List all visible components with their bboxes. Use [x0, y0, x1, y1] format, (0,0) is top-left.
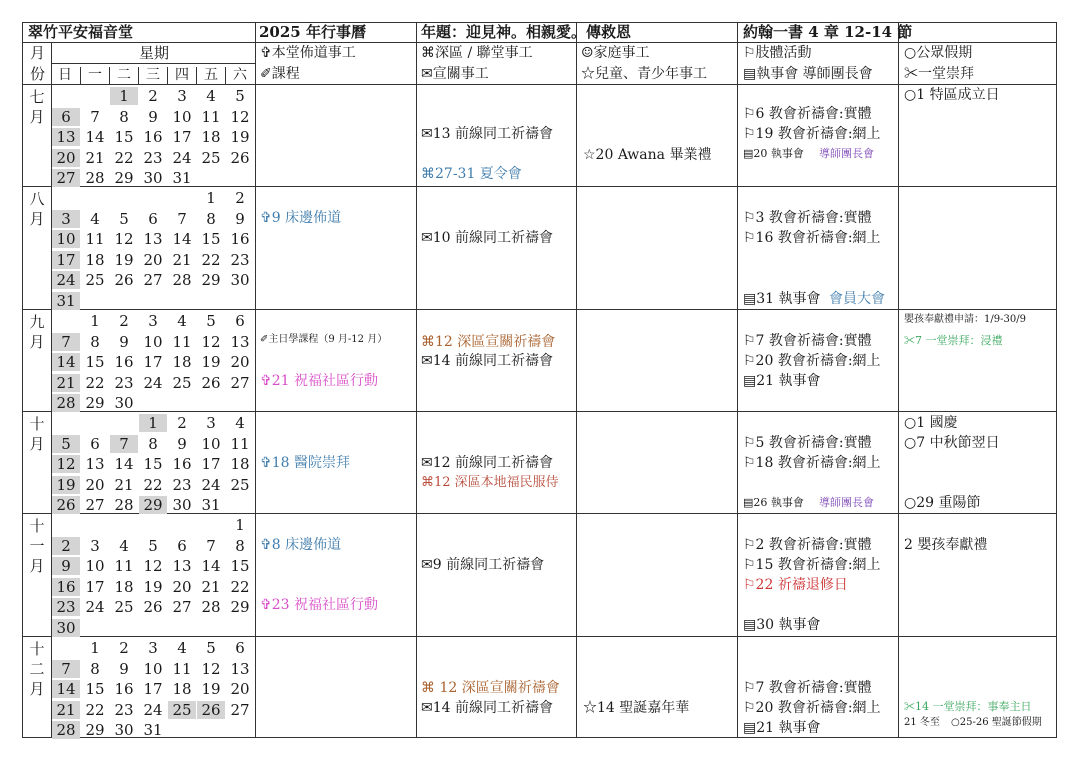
calendar-day: 30	[52, 619, 80, 637]
calendar-day: 7	[52, 333, 80, 351]
calendar-day: 22	[114, 148, 134, 167]
calendar-day: 28	[114, 496, 134, 514]
calendar-day: 2	[235, 189, 245, 207]
calendar-day: 6	[90, 434, 100, 453]
calendar-day: 26	[52, 496, 80, 514]
calendar-day: 19	[114, 250, 134, 269]
calendar-day: 5	[52, 435, 80, 453]
calendar-day: 20	[143, 250, 163, 269]
month-name: 月	[29, 108, 45, 126]
calendar-day: 19	[52, 476, 80, 494]
calendar-day: 17	[172, 128, 192, 146]
calendar-title: 2025 年行事曆	[259, 23, 366, 41]
month-name: 二	[29, 660, 45, 678]
weekday-sun: 日	[58, 67, 72, 83]
calendar-day: 20	[172, 577, 192, 596]
calendar-day: 6	[235, 312, 245, 330]
calendar-day: 11	[172, 659, 192, 678]
calendar-day: 16	[114, 680, 134, 698]
calendar-day: 22	[85, 700, 105, 719]
calendar-day: 26	[230, 148, 250, 167]
event-frontline-prayer: ✉10 前線同工祈禱會	[421, 230, 553, 246]
event-community-blessing: ✞23 祝福社區行動	[260, 597, 378, 613]
event-deacon-meeting: ▤21 執事會	[743, 373, 821, 389]
weekday-mon: 一	[80, 67, 109, 85]
calendar-day: 11	[114, 557, 134, 575]
calendar-day: 23	[114, 700, 134, 719]
month-row-dec	[23, 637, 1056, 738]
calendar-day: 11	[172, 332, 192, 351]
calendar-day: 21	[201, 577, 221, 596]
calendar-day: 31	[143, 721, 163, 739]
header-row	[23, 23, 1056, 43]
calendar-day: 8	[90, 659, 100, 678]
calendar-day: 8	[235, 536, 245, 555]
calendar-day: 1	[206, 189, 216, 207]
month-name: 月	[29, 210, 45, 228]
month-name: 月	[29, 435, 45, 453]
event-dedication-application: 嬰孩奉獻禮申請：1/9-30/9	[904, 314, 1026, 325]
calendar-day: 15	[85, 353, 105, 371]
calendar-day: 20	[85, 475, 105, 494]
event-prayer-online: ⚐20 教會祈禱會:網上	[743, 700, 881, 716]
calendar-day: 30	[230, 271, 250, 289]
event-mentor-meeting: 導師團長會	[819, 496, 874, 509]
calendar-day: 14	[114, 455, 134, 473]
month-row-oct	[23, 412, 1056, 514]
col2-header-a: ⌘深區 / 聯堂事工	[421, 45, 533, 61]
weekday-header	[51, 63, 255, 85]
calendar-day: 20	[230, 353, 250, 371]
calendar-day: 7	[52, 660, 80, 678]
calendar-day: 18	[114, 577, 134, 596]
calendar-day: 24	[143, 700, 163, 719]
calendar-day: 26	[197, 701, 225, 719]
month-name: 一	[29, 537, 45, 555]
month-name: 七	[29, 88, 45, 106]
calendar-day: 30	[172, 496, 192, 514]
calendar-day: 23	[230, 250, 250, 269]
event-frontline-prayer: ✉13 前線同工祈禱會	[421, 126, 553, 142]
calendar-day: 1	[90, 639, 100, 657]
calendar-day: 16	[52, 578, 80, 596]
event-deacon-meeting: ▤30 執事會	[743, 617, 821, 633]
calendar-day: 1	[90, 312, 100, 330]
event-service-sunday: ✂14 一堂崇拜：事奉主日	[904, 700, 1032, 713]
calendar-day: 14	[172, 230, 192, 248]
calendar-day: 25	[230, 475, 250, 494]
event-frontline-prayer: ✉9 前線同工祈禱會	[421, 557, 545, 573]
calendar-day: 5	[206, 312, 216, 330]
calendar-day: 9	[119, 332, 129, 351]
calendar-day: 22	[230, 577, 250, 596]
calendar-day: 2	[52, 537, 80, 555]
calendar-day: 15	[143, 455, 163, 473]
calendar-day: 21	[172, 250, 192, 269]
calendar-day: 9	[177, 434, 187, 453]
calendar-day: 30	[143, 169, 163, 187]
calendar-day: 7	[90, 107, 100, 126]
year-theme: 年題：迎見神。相親愛。傳救恩	[421, 23, 632, 41]
calendar-day: 3	[148, 639, 158, 657]
event-prayer-online: ⚐16 教會祈禱會:網上	[743, 230, 881, 246]
month-name: 月	[29, 333, 45, 351]
calendar-day: 16	[143, 128, 163, 146]
event-holiday-chung-yeung: ○29 重陽節	[904, 495, 981, 511]
col1-header-b: ✐課程	[260, 66, 300, 82]
calendar-day: 14	[201, 557, 221, 575]
col1-header-a: ✞本堂佈道事工	[260, 45, 356, 61]
event-deacon-meeting: ▤21 執事會	[743, 720, 821, 736]
theme-verse: 約翰一書 4 章 12-14 節	[743, 23, 913, 41]
calendar-day: 17	[85, 577, 105, 596]
calendar-day: 10	[201, 434, 221, 453]
calendar-day: 28	[85, 169, 105, 187]
event-prayer-online: ⚐18 教會祈禱會:網上	[743, 455, 881, 471]
month-label-2: 份	[30, 65, 46, 83]
calendar-day: 25	[114, 598, 134, 616]
calendar-day: 20	[52, 149, 80, 167]
month-name: 十	[29, 640, 45, 658]
event-frontline-prayer: ✉14 前線同工祈禱會	[421, 353, 553, 369]
calendar-day: 1	[139, 414, 167, 432]
calendar-day: 28	[52, 721, 80, 739]
calendar-sheet	[22, 22, 1057, 738]
event-district-prayer: ⌘ 12 深區宣關祈禱會	[421, 680, 560, 696]
calendar-day: 12	[201, 332, 221, 351]
calendar-day: 27	[230, 373, 250, 392]
calendar-day: 12	[230, 107, 250, 126]
calendar-day: 24	[143, 373, 163, 392]
month-name: 月	[29, 680, 45, 698]
calendar-day: 27	[143, 271, 163, 289]
calendar-day: 29	[201, 271, 221, 289]
calendar-day: 24	[52, 271, 80, 289]
weekday-wed: 三	[138, 67, 167, 85]
calendar-day: 14	[52, 680, 80, 698]
calendar-day: 29	[139, 496, 167, 514]
calendar-day: 7	[206, 536, 216, 555]
calendar-day: 16	[172, 455, 192, 473]
calendar-day: 16	[114, 353, 134, 371]
calendar-day: 8	[206, 209, 216, 228]
event-mentor-meeting: 導師團長會	[819, 147, 874, 160]
calendar-day: 2	[119, 639, 129, 657]
month-row-jul	[23, 85, 1056, 187]
calendar-day: 3	[177, 87, 187, 105]
calendar-day: 10	[172, 107, 192, 126]
calendar-day: 11	[85, 230, 105, 248]
col4-header-b: ▤執事會 導師團長會	[743, 66, 873, 82]
event-community-blessing: ✞21 祝福社區行動	[260, 373, 378, 389]
weekday-tue: 二	[109, 67, 138, 85]
weekday-thu: 四	[167, 67, 196, 85]
calendar-day: 31	[52, 292, 80, 310]
calendar-day: 31	[172, 169, 192, 187]
calendar-day: 18	[172, 680, 192, 698]
calendar-day: 21	[52, 701, 80, 719]
event-christmas-carnival: ☆14 聖誕嘉年華	[583, 700, 690, 716]
event-prayer-online: ⚐19 教會祈禱會:網上	[743, 126, 881, 142]
event-deacon-meeting: ▤26 執事會	[743, 496, 804, 509]
calendar-day: 31	[201, 496, 221, 514]
calendar-day: 3	[148, 312, 158, 330]
calendar-day: 18	[172, 353, 192, 371]
month-label-1: 月	[30, 44, 46, 62]
church-name: 翠竹平安福音堂	[28, 23, 134, 41]
calendar-day: 12	[114, 230, 134, 248]
col4-header-a: ⚐肢體活動	[743, 45, 812, 61]
calendar-day: 15	[201, 230, 221, 248]
calendar-day: 27	[85, 496, 105, 514]
calendar-day: 13	[143, 230, 163, 248]
calendar-day: 10	[143, 332, 163, 351]
event-deacon-meeting: ▤31 執事會	[743, 291, 821, 307]
calendar-day: 19	[201, 680, 221, 698]
month-row-nov	[23, 514, 1056, 637]
calendar-day: 28	[201, 598, 221, 616]
calendar-day: 5	[206, 639, 216, 657]
calendar-day: 24	[85, 598, 105, 616]
event-prayer-online: ⚐20 教會祈禱會:網上	[743, 353, 881, 369]
calendar-day: 27	[52, 169, 80, 187]
calendar-day: 4	[177, 639, 187, 657]
calendar-day: 19	[143, 577, 163, 596]
event-bedside-evangelism: ✞9 床邊佈道	[260, 210, 342, 226]
calendar-day: 17	[143, 353, 163, 371]
calendar-day: 8	[90, 332, 100, 351]
calendar-day: 29	[114, 169, 134, 187]
calendar-day: 1	[110, 87, 138, 105]
calendar-day: 24	[201, 475, 221, 494]
calendar-day: 29	[85, 394, 105, 412]
calendar-day: 24	[172, 148, 192, 167]
col2-header-b: ✉宣關事工	[421, 66, 489, 82]
calendar-day: 18	[201, 128, 221, 146]
calendar-day: 29	[230, 598, 250, 616]
calendar-day: 9	[52, 557, 80, 575]
calendar-day: 13	[230, 332, 250, 351]
calendar-day: 30	[114, 721, 134, 739]
calendar-day: 4	[90, 209, 100, 228]
col3-header-b: ☆兒童、青少年事工	[581, 66, 707, 82]
calendar-day: 21	[85, 148, 105, 167]
calendar-day: 5	[119, 209, 129, 228]
calendar-day: 17	[201, 455, 221, 473]
event-summer-camp: ⌘27-31 夏令會	[421, 166, 522, 182]
calendar-day: 30	[114, 394, 134, 412]
calendar-day: 23	[172, 475, 192, 494]
calendar-day: 11	[201, 107, 221, 126]
calendar-day: 12	[52, 455, 80, 473]
calendar-day: 17	[143, 680, 163, 698]
calendar-day: 13	[52, 128, 80, 146]
calendar-day: 25	[172, 373, 192, 392]
event-prayer-in-person: ⚐3 教會祈禱會:實體	[743, 210, 872, 226]
calendar-day: 2	[119, 312, 129, 330]
month-name: 八	[29, 190, 45, 208]
month-name: 十	[29, 517, 45, 535]
calendar-day: 4	[206, 87, 216, 105]
calendar-day: 18	[85, 250, 105, 269]
calendar-day: 8	[119, 107, 129, 126]
calendar-day: 2	[148, 87, 158, 105]
calendar-day: 15	[114, 128, 134, 146]
calendar-day: 5	[235, 87, 245, 105]
calendar-day: 26	[114, 271, 134, 289]
month-name: 月	[29, 557, 45, 575]
event-awana-graduation: ☆20 Awana 畢業禮	[583, 147, 712, 163]
calendar-day: 22	[143, 475, 163, 494]
calendar-day: 17	[52, 251, 80, 269]
calendar-day: 8	[148, 434, 158, 453]
calendar-day: 10	[52, 230, 80, 248]
col5-header-a: ○公眾假期	[904, 45, 973, 61]
weekday-sat: 六	[225, 67, 254, 85]
event-deacon-meeting: ▤20 執事會	[743, 147, 804, 160]
event-prayer-in-person: ⚐6 教會祈禱會:實體	[743, 106, 872, 122]
event-holiday-mid-autumn: ○7 中秋節翌日	[904, 435, 1000, 451]
calendar-day: 2	[177, 414, 187, 432]
event-bedside-evangelism: ✞8 床邊佈道	[260, 537, 342, 553]
event-holiday-national-day: ○1 國慶	[904, 415, 958, 431]
event-prayer-online: ⚐15 教會祈禱會:網上	[743, 557, 881, 573]
calendar-day: 26	[143, 598, 163, 616]
event-hospital-worship: ✞18 醫院崇拜	[260, 455, 350, 471]
month-name: 九	[29, 313, 45, 331]
calendar-day: 6	[235, 639, 245, 657]
calendar-day: 18	[230, 455, 250, 473]
event-frontline-prayer: ✉14 前線同工祈禱會	[421, 700, 553, 716]
calendar-day: 3	[206, 414, 216, 432]
event-prayer-in-person: ⚐5 教會祈禱會:實體	[743, 435, 872, 451]
calendar-day: 29	[85, 721, 105, 739]
calendar-day: 11	[230, 434, 250, 453]
calendar-day: 3	[52, 210, 80, 228]
calendar-day: 15	[230, 557, 250, 575]
event-district-service: ⌘12 深區本地福民服侍	[421, 475, 559, 490]
calendar-day: 14	[52, 353, 80, 371]
calendar-day: 4	[177, 312, 187, 330]
calendar-day: 10	[143, 659, 163, 678]
calendar-day: 4	[235, 414, 245, 432]
event-holiday: ○1 特區成立日	[904, 87, 1000, 103]
calendar-day: 7	[110, 435, 138, 453]
calendar-day: 13	[85, 455, 105, 473]
calendar-day: 12	[201, 659, 221, 678]
subheader-row	[23, 43, 1056, 85]
month-row-sep	[23, 310, 1056, 412]
calendar-day: 15	[85, 680, 105, 698]
calendar-day: 7	[177, 209, 187, 228]
event-winter-solstice: 21 冬至	[904, 717, 940, 728]
event-sunday-school: ✐主日學課程（9 月-12 月）	[260, 334, 388, 345]
calendar-day: 9	[235, 209, 245, 228]
event-district-prayer: ⌘12 深區宣關祈禱會	[421, 334, 556, 350]
event-prayer-in-person: ⚐7 教會祈禱會:實體	[743, 333, 872, 349]
calendar-day: 19	[230, 128, 250, 146]
calendar-day: 23	[114, 373, 134, 392]
calendar-day: 27	[172, 598, 192, 616]
calendar-day: 25	[168, 701, 196, 719]
calendar-day: 16	[230, 230, 250, 248]
event-frontline-prayer: ✉12 前線同工祈禱會	[421, 455, 553, 471]
calendar-day: 28	[172, 271, 192, 289]
event-prayer-in-person: ⚐2 教會祈禱會:實體	[743, 537, 872, 553]
event-infant-dedication: 2 嬰孩奉獻禮	[904, 537, 988, 553]
calendar-day: 25	[201, 148, 221, 167]
weekday-fri: 五	[196, 67, 225, 85]
calendar-day: 28	[52, 394, 80, 412]
calendar-day: 27	[230, 700, 250, 719]
calendar-day: 9	[119, 659, 129, 678]
calendar-day: 13	[172, 557, 192, 575]
col3-header-a: ☺家庭事工	[581, 45, 650, 61]
week-label: 星期	[139, 44, 170, 62]
event-baptism-worship: ✂7 一堂崇拜：浸禮	[904, 334, 1003, 347]
calendar-day: 14	[85, 128, 105, 146]
event-prayer-retreat: ⚐22 祈禱退修日	[743, 577, 848, 593]
calendar-day: 6	[148, 209, 158, 228]
calendar-day: 4	[119, 536, 129, 555]
event-prayer-in-person: ⚐7 教會祈禱會:實體	[743, 680, 872, 696]
calendar-day: 23	[143, 148, 163, 167]
calendar-day: 19	[201, 353, 221, 371]
calendar-day: 23	[52, 598, 80, 616]
calendar-day: 1	[235, 516, 245, 534]
calendar-day: 10	[85, 557, 105, 575]
calendar-day: 3	[90, 536, 100, 555]
calendar-day: 25	[85, 271, 105, 289]
col5-header-b: ✂一堂崇拜	[904, 66, 974, 82]
calendar-day: 6	[177, 536, 187, 555]
calendar-day: 12	[143, 557, 163, 575]
calendar-day: 26	[201, 373, 221, 392]
calendar-day: 9	[148, 107, 158, 126]
calendar-day: 20	[230, 680, 250, 698]
calendar-day: 21	[52, 374, 80, 392]
event-christmas-holiday: ○25-26 聖誕節假期	[951, 717, 1042, 728]
month-row-aug	[23, 187, 1056, 310]
calendar-day: 21	[114, 475, 134, 494]
calendar-day: 22	[85, 373, 105, 392]
event-members-meeting: 會員大會	[829, 291, 885, 307]
calendar-day: 5	[148, 536, 158, 555]
calendar-day: 6	[52, 108, 80, 126]
month-name: 十	[29, 415, 45, 433]
calendar-day: 13	[230, 659, 250, 678]
calendar-day: 22	[201, 250, 221, 269]
